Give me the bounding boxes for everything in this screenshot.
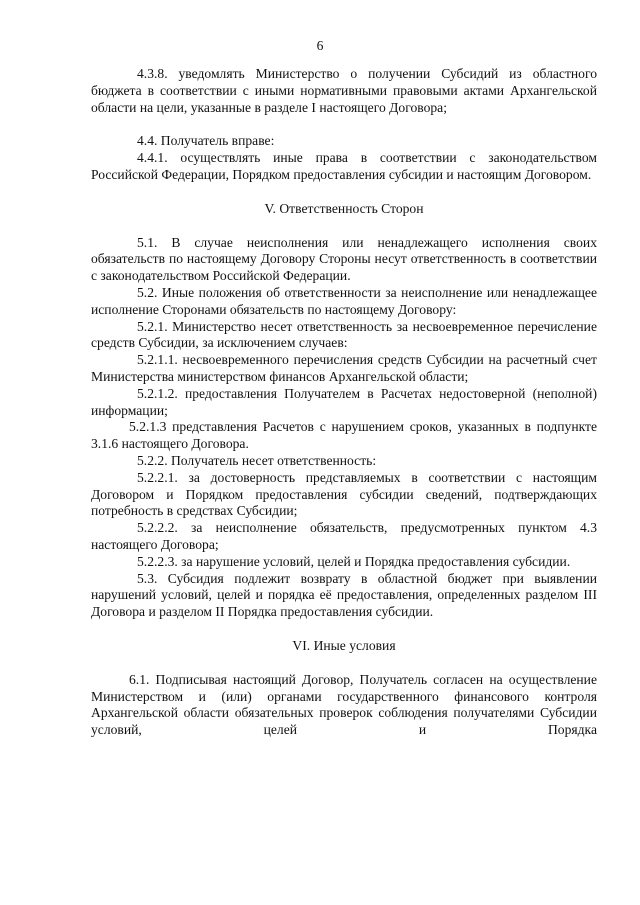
paragraph: 5.3. Субсидия подлежит возврату в областной бюджет при выявлении нарушений условий, целей и порядка её предоставления, определенных разделом III Договора и разделом II Порядка предоставления субсидии. [91, 570, 597, 620]
paragraph: 5.1. В случае неисполнения или ненадлежащего исполнения своих обязательств по настоящему Договору Стороны несут ответственность в соответствии с законодательством Российской Федерации. [91, 234, 597, 284]
paragraph-gap [91, 621, 597, 638]
paragraph-gap [91, 116, 597, 133]
paragraph: 5.2.1. Министерство несет ответственность за несвоевременное перечисление средств Субсидии, за исключением случаев: [91, 318, 597, 351]
section-heading: VI. Иные условия [292, 637, 396, 653]
paragraph: 5.2.2.1. за достоверность представляемых в соответствии с настоящим Договором и Порядком предоставления субсидии сведений, подтверждающих потребность в средствах Субсидии; [91, 469, 597, 519]
paragraph: 5.2.1.2. предоставления Получателем в Расчетах недостоверной (неполной) информации; [91, 385, 597, 418]
paragraph-gap [91, 184, 597, 201]
paragraph: 5.2.2.3. за нарушение условий, целей и Порядка предоставления субсидии. [137, 553, 571, 569]
paragraph: 5.2.2. Получатель несет ответственность: [137, 452, 377, 468]
section-heading: V. Ответственность Сторон [264, 200, 424, 216]
paragraph: 5.2. Иные положения об ответственности за неисполнение или ненадлежащее исполнение Сторонами обязательств по настоящему Договору: [91, 284, 597, 317]
paragraph: 5.2.1.1. несвоевременного перечисления средств Субсидии на расчетный счет Министерства министерством финансов Архангельской области; [91, 352, 597, 384]
paragraph-gap [91, 655, 597, 672]
paragraph: 5.2.1.3 представления Расчетов с нарушением сроков, указанных в подпункте 3.1.6 настоящего Договора. [91, 419, 597, 452]
paragraph: 4.3.8. уведомлять Министерство о получении Субсидий из областного бюджета в соответствии с иными нормативными правовыми актами Архангельской области на цели, указанные в разделе I настоящего Договора; [91, 66, 597, 115]
paragraph: 4.4. Получатель вправе: [137, 133, 275, 149]
paragraph: 4.4.1. осуществлять иные права в соответствии с законодательством Российской Федерации, Порядком предоставления субсидии и настоящим Договором. [91, 150, 597, 182]
page-number: 6 [316, 38, 324, 53]
document-body [91, 66, 597, 739]
paragraph: 5.2.2.2. за неисполнение обязательств, предусмотренных пунктом 4.3 настоящего Договора; [91, 520, 597, 552]
paragraph: 6.1. Подписывая настоящий Договор, Получатель согласен на осуществление Министерством и (или) органами государственного финансового контроля Архангельской области обязательных проверок соблюдения получателями Субсидии условий, целей и Порядка [91, 671, 597, 738]
paragraph-gap [91, 218, 597, 235]
